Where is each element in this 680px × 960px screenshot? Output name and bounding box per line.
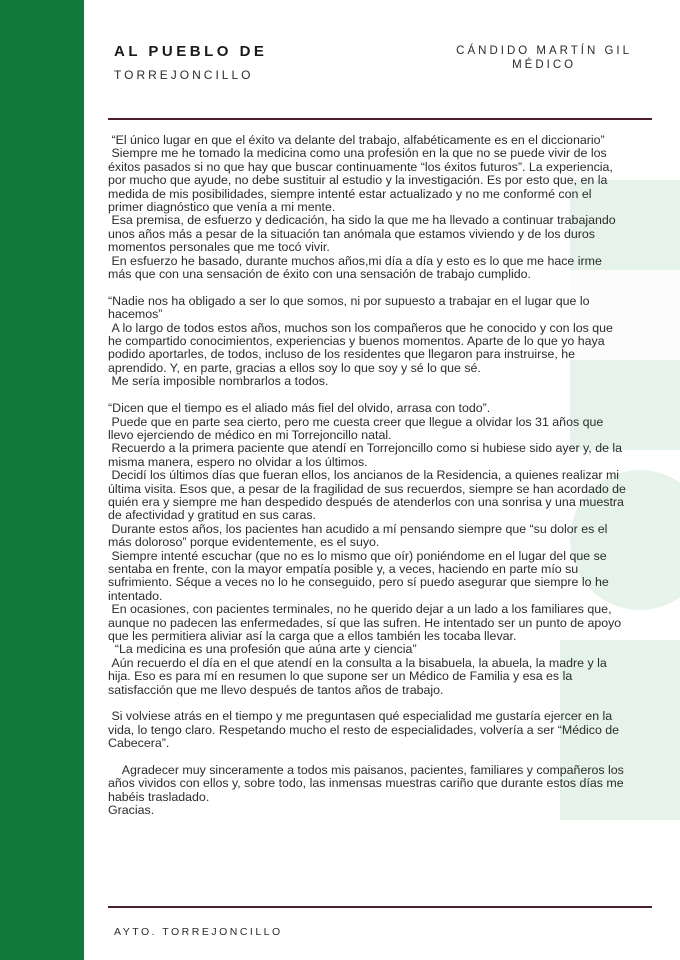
author-block (456, 44, 632, 72)
paragraph-gap (108, 281, 628, 294)
paragraph: Si volviese atrás en el tiempo y me preguntasen qué especialidad me gustaría ejercer en la vida, lo tengo claro. Respetando mucho el resto de especialidades, volvería a ser “Médico de Cabecera”. (108, 709, 623, 751)
paragraph: Recuerdo a la primera paciente que atendí en Torrejoncillo como si hubiese sido ayer y, de la misma manera, espero no olvidar a los últimos. (108, 441, 626, 469)
paragraph: Me sería imposible nombrarlos a todos. (108, 374, 329, 389)
paragraph: En esfuerzo he basado, durante muchos años,mi día a día y esto es lo que me hace irme más que con una sensación de éxito con una sensación de trabajo cumplido. (108, 253, 606, 282)
paragraph: “Dicen que el tiempo es el aliado más fiel del olvido, arrasa con todo”. (108, 401, 491, 416)
author-role: MÉDICO (512, 59, 577, 71)
closing-line: Gracias. (108, 803, 155, 818)
paragraph-gap (108, 697, 628, 710)
paragraph: Siempre me he tomado la medicina como una profesión en la que no se puede vivir de los éxitos pasados si no que hay que buscar continuamente “los éxitos futuros”. La experiencia, por mucho que ayude, no debe sustituir al estudio y la investigación. Es por esto que, en la medida de mis posibilidades, siempre intenté estar actualizado y no me conformé con el primer diagnóstico que venía a mi mente. (108, 146, 617, 215)
heading-line-1: AL PUEBLO DE (114, 43, 268, 60)
header-divider (108, 118, 652, 120)
paragraph: “La medicina es una profesión que aúna arte y ciencia” (108, 642, 417, 657)
heading-line-2: TORREJONCILLO (114, 68, 254, 82)
paragraph: A lo largo de todos estos años, muchos son los compañeros que he conocido y con los que he compartido conocimientos, experiencias y buenos momentos. Aparte de lo que yo haya podido aportarles, de todos, incluso de los residentes que llegaron para instruirse, he aprendido. Y, en parte, gracias a ellos soy lo que soy y sé lo que sé. (108, 320, 617, 375)
green-side-bar (0, 0, 84, 960)
paragraph: En ocasiones, con pacientes terminales, no he querido dejar a un lado a los familiares que, aunque no padecen las enfermedades, sí que las sufren. He intentado ser un punto de apoyo que les permitiera aliviar así la carga que a ellos también les tocaba llevar. (108, 602, 625, 643)
paragraph: Agradecer muy sinceramente a todos mis paisanos, pacientes, familiares y compañeros los años vividos con ellos y, sobre todo, las inmensas muestras cariño que durante estos días me habéis trasladado. (108, 763, 628, 804)
paragraph: Aún recuerdo el día en el que atendí en la consulta a la bisabuela, la abuela, la madre y la hija. Eso es para mí en resumen lo que supone ser un Médico de Familia y esa es la satisfacción que me llevo después de tantos años de trabajo. (108, 655, 611, 697)
paragraph: “El único lugar en que el éxito va delante del trabajo, alfabéticamente es en el diccionario” (108, 133, 605, 147)
paragraph: Decidí los últimos días que fueran ellos, los ancianos de la Residencia, a quienes realizar mi última visita. Esos que, a pesar de la fragilidad de sus recuerdos, siempre se han acordado de quién era y siempre me han despedido después de atenderlos con una sonrisa y una muestra de afectividad y gratitud en sus caras. (108, 468, 630, 523)
paragraph: “Nadie nos ha obligado a ser lo que somos, ni por supuesto a trabajar en el lugar que lo hacemos” (108, 293, 593, 322)
paragraph: Puede que en parte sea cierto, pero me cuesta creer que llegue a olvidar los 31 años que llevo ejerciendo de médico en mi Torrejoncillo natal. (108, 414, 607, 442)
paragraph: Durante estos años, los pacientes han acudido a mí pensando siempre que “su dolor es el más doloroso” porque evidentemente, es el suyo. (108, 521, 611, 550)
paragraph-gap (108, 751, 628, 764)
paragraph-gap (108, 389, 628, 402)
footer-divider (108, 906, 652, 908)
document-heading (114, 43, 267, 82)
author-name: CÁNDIDO MARTÍN GIL (456, 45, 632, 57)
footer-label: AYTO. TORREJONCILLO (114, 926, 283, 938)
paragraph: Esa premisa, de esfuerzo y dedicación, ha sido la que me ha llevado a continuar trabajando unos años más a pesar de la situación tan anómala que estamos viviendo y de los duros momentos personales que me tocó vivir. (108, 213, 620, 255)
paragraph: Siempre intenté escuchar (que no es lo mismo que oír) poniéndome en el lugar del que se sentaba en frente, con la mayor empatía posible y, a veces, haciendo en parte mío su sufrimiento. Séque a veces no lo he conseguido, pero sí puedo asegurar que siempre lo he intentado. (108, 548, 613, 603)
letter-body (108, 134, 628, 818)
